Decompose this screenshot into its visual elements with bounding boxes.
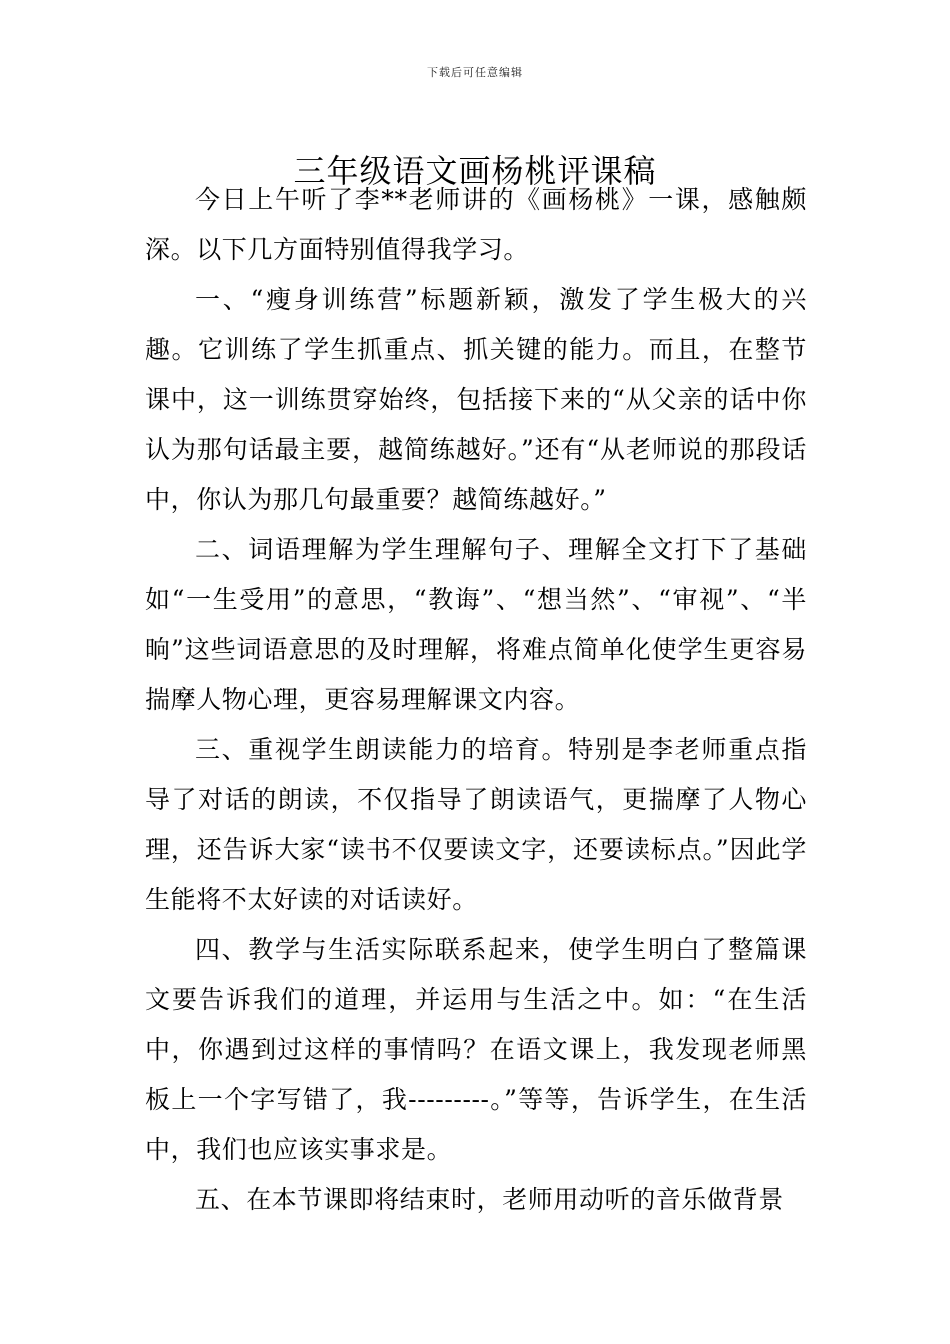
paragraph-point-3: 三、重视学生朗读能力的培育。特别是李老师重点指导了对话的朗读，不仅指导了朗读语气，更揣摩了人物心理，还告诉大家“读书不仅要读文字，还要读标点。”因此学生能将不太好读的对话读好。 bbox=[145, 735, 807, 914]
paragraph-point-5: 五、在本节课即将结束时，老师用动听的音乐做背景 bbox=[195, 1185, 784, 1214]
document-body bbox=[145, 175, 807, 1225]
paragraph-intro: 今日上午听了李**老师讲的《画杨桃》一课，感触颇深。以下几方面特别值得我学习。 bbox=[145, 185, 807, 264]
header-note: 下载后可任意编辑 bbox=[427, 66, 523, 79]
paragraph-point-4: 四、教学与生活实际联系起来，使学生明白了整篇课文要告诉我们的道理，并运用与生活之中。如：“在生活中，你遇到过这样的事情吗？在语文课上，我发现老师黑板上一个字写错了，我---------。”等等，告诉学生，在生活中，我们也应该实事求是。 bbox=[145, 935, 807, 1164]
paragraph-point-2: 二、词语理解为学生理解句子、理解全文打下了基础如“一生受用”的意思，“教诲”、“想当然”、“审视”、“半晌”这些词语意思的及时理解，将难点简单化使学生更容易揣摩人物心理，更容易理解课文内容。 bbox=[145, 535, 807, 714]
paragraph-point-1: 一、“瘦身训练营”标题新颖，激发了学生极大的兴趣。它训练了学生抓重点、抓关键的能力。而且，在整节课中，这一训练贯穿始终，包括接下来的“从父亲的话中你认为那句话最主要，越简练越好。”还有“从老师说的那段话中，你认为那几句最重要？越简练越好。” bbox=[145, 285, 807, 514]
page-title: 三年级语文画杨桃评课稿 bbox=[293, 152, 657, 191]
